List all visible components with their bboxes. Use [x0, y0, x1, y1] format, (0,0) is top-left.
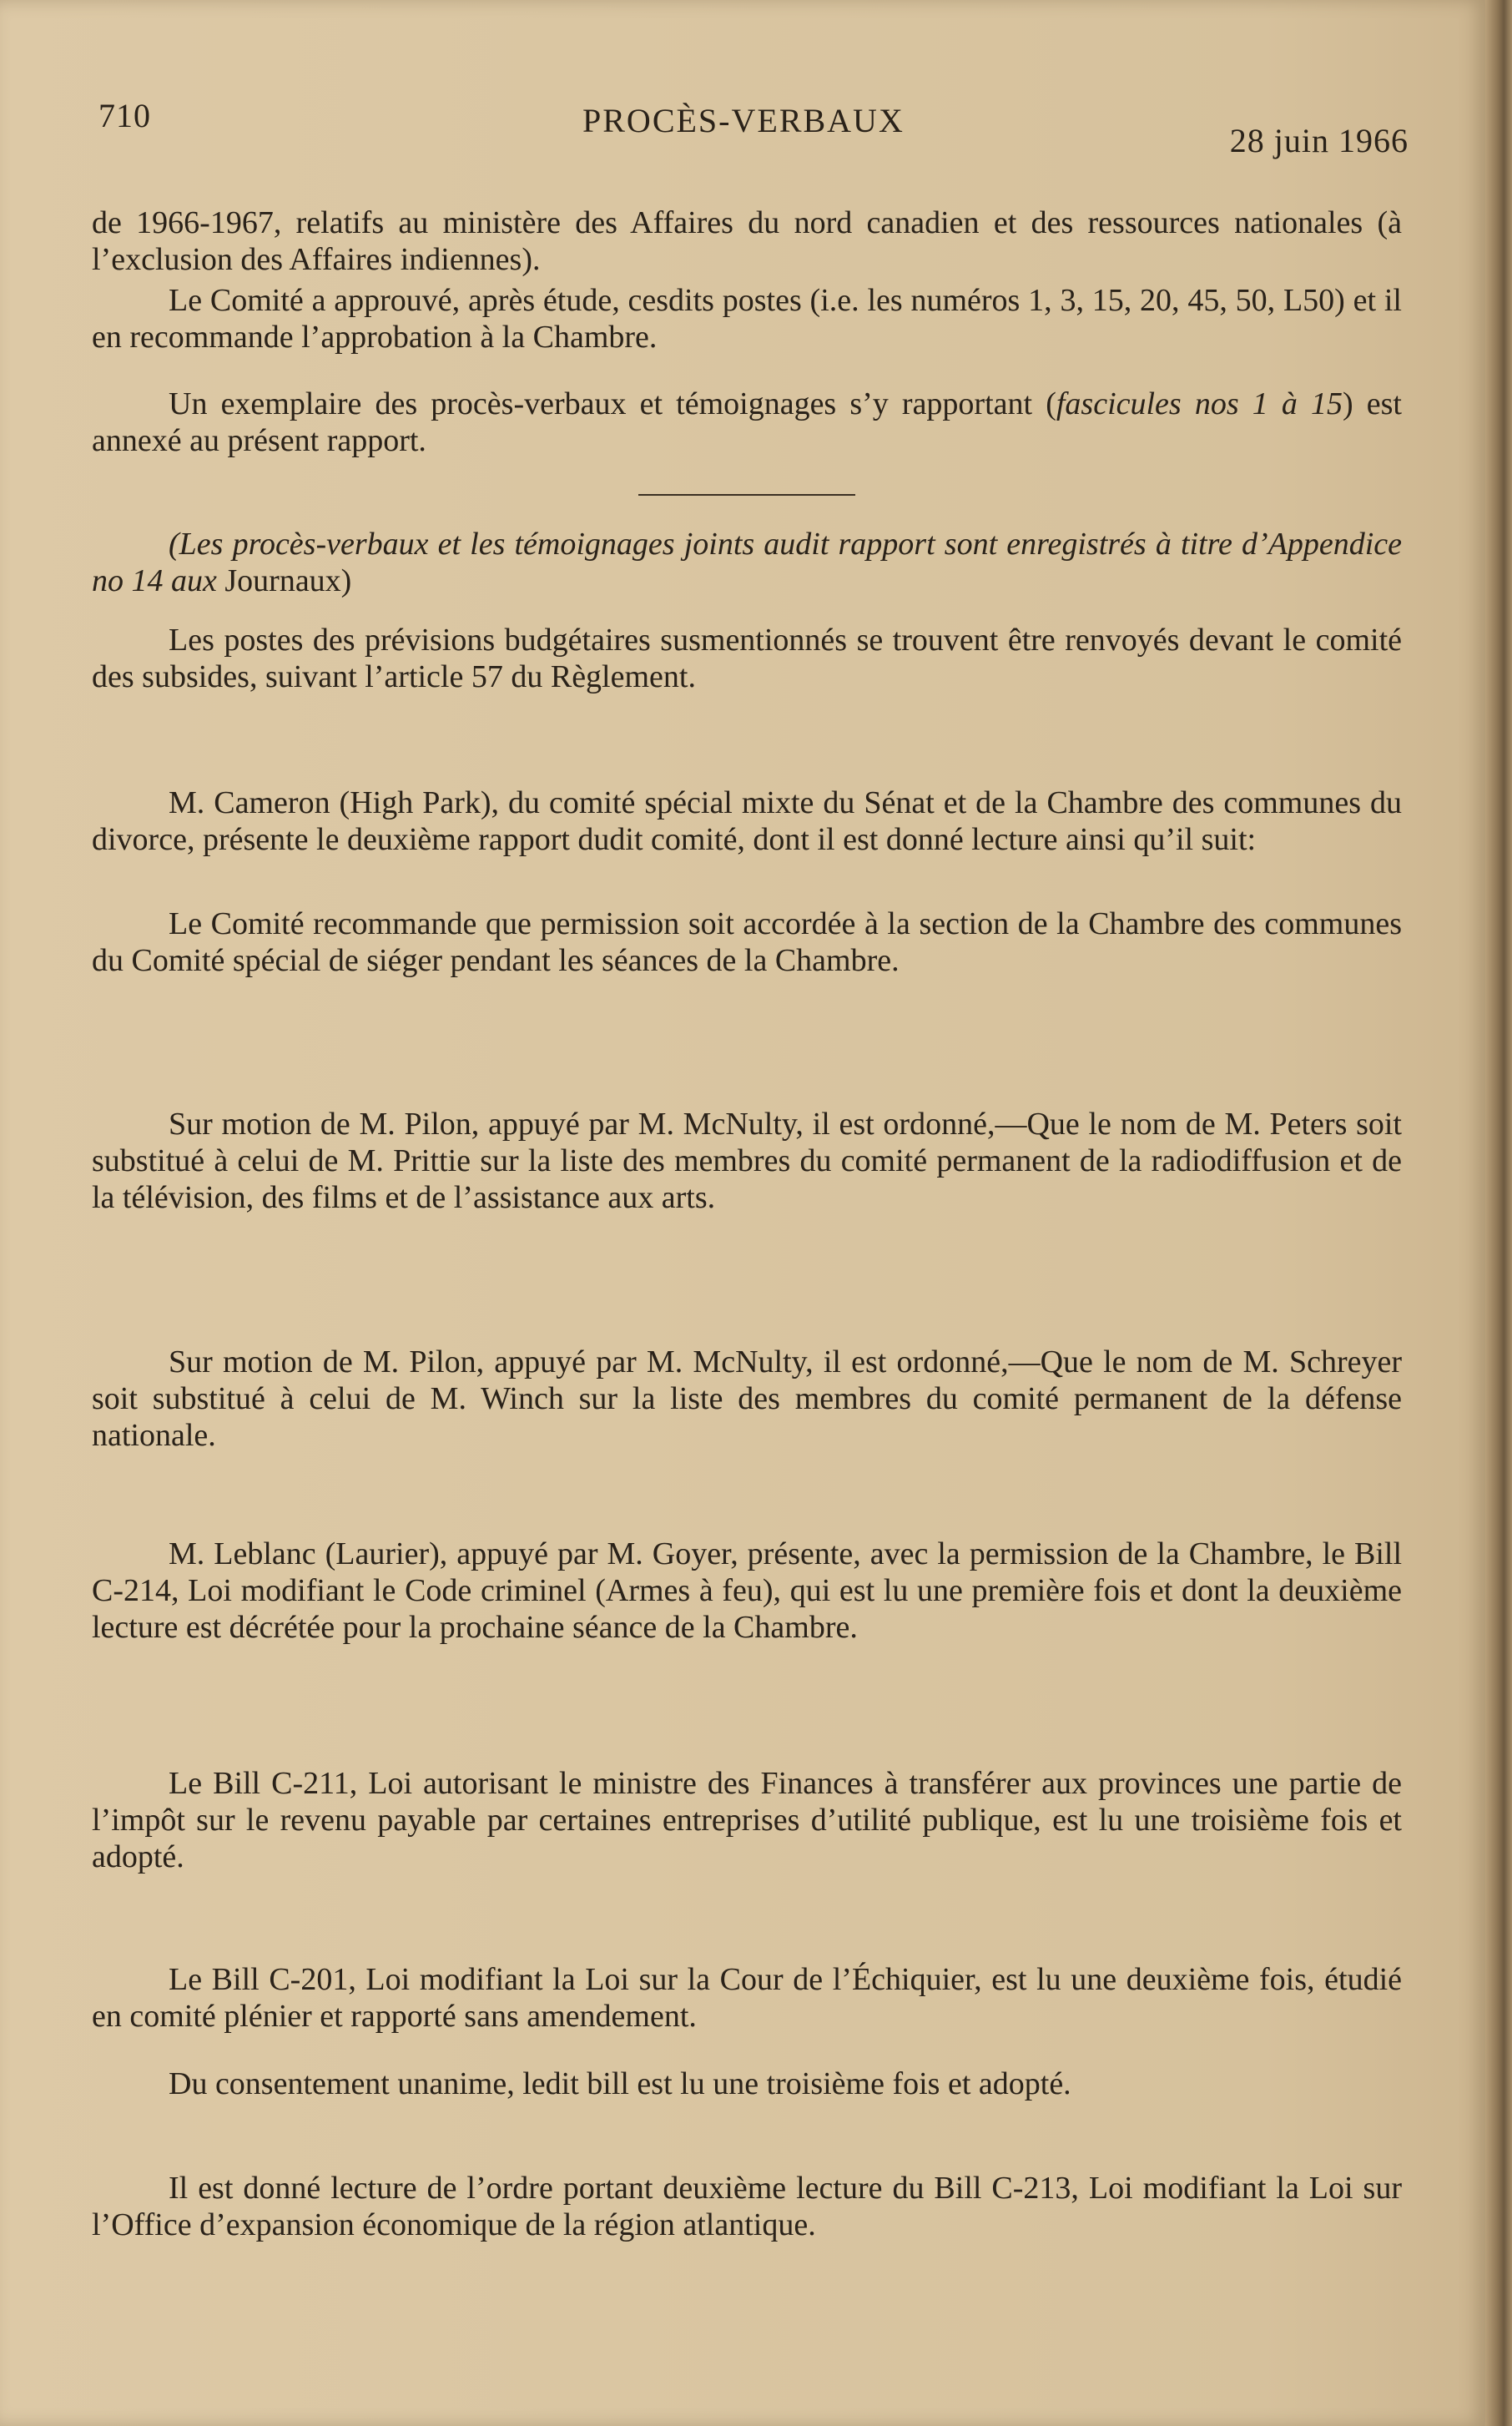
- paragraph-divorce-committee-report: M. Cameron (High Park), du comité spécial mixte du Sénat et de la Chambre des communes du divorce, présente le deuxième rapport dudit comité, dont il est donné lecture ainsi qu’il suit:: [92, 785, 1402, 857]
- paragraph-estimates-referred: Les postes des prévisions budgétaires susmentionnés se trouvent être renvoyés devant le comité des subsides, suivant l’article 57 du Règlement.: [92, 623, 1402, 694]
- paragraph-bill-c213: Il est donné lecture de l’ordre portant deuxième lecture du Bill C-213, Loi modifiant la Loi sur l’Office d’expansion économique de la région atlantique.: [92, 2171, 1402, 2242]
- header-date: 28 juin 1966: [1229, 122, 1409, 159]
- section-divider: [638, 494, 855, 496]
- page-header: [98, 96, 1409, 159]
- paragraph-copy-annexed-italic: fascicules nos 1 à 15: [1056, 386, 1343, 421]
- paragraph-copy-annexed-start: Un exemplaire des procès-verbaux et témoignages s’y rapportant (: [169, 386, 1056, 421]
- paragraph-appendix-note-italic: (Les procès-verbaux et les témoignages joints audit rapport sont enregistrés à titre d’Appendice no 14 aux: [92, 527, 1402, 598]
- paragraph-bill-c214: M. Leblanc (Laurier), appuyé par M. Goyer, présente, avec la permission de la Chambre, le Bill C-214, Loi modifiant le Code criminel (Armes à feu), qui est lu une première fois et dont la deuxième lecture est décrétée pour la prochaine séance de la Chambre.: [92, 1536, 1402, 1645]
- paragraph-estimates-continuation: de 1966-1967, relatifs au ministère des Affaires du nord canadien et des ressources nationales (à l’exclusion des Affaires indiennes).: [92, 205, 1402, 277]
- paragraph-bill-c201: Le Bill C-201, Loi modifiant la Loi sur la Cour de l’Échiquier, est lu une deuxième fois, étudié en comité plénier et rapporté sans amendement.: [92, 1962, 1402, 2034]
- paragraph-motion-peters: Sur motion de M. Pilon, appuyé par M. McNulty, il est ordonné,—Que le nom de M. Peters soit substitué à celui de M. Prittie sur la liste des membres du comité permanent de la radiodiffusion et de la télévision, des films et de l’assistance aux arts.: [92, 1107, 1402, 1215]
- paragraph-copy-annexed: [92, 386, 1402, 459]
- paragraph-copy-annexed-end: ) est annexé au présent rapport.: [92, 386, 1402, 458]
- page-number: 710: [98, 97, 151, 134]
- paragraph-committee-approval: Le Comité a approuvé, après étude, cesdits postes (i.e. les numéros 1, 3, 15, 20, 45, 50, L50) et il en recommande l’approbation à la Chambre.: [92, 283, 1402, 355]
- book-spine-shadow: [1485, 0, 1512, 2426]
- paragraph-committee-recommendation: Le Comité recommande que permission soit accordée à la section de la Chambre des communes du Comité spécial de siéger pendant les séances de la Chambre.: [92, 906, 1402, 978]
- paragraph-bill-c211: Le Bill C-211, Loi autorisant le ministre des Finances à transférer aux provinces une partie de l’impôt sur le revenu payable par certaines entreprises d’utilité publique, est lu une troisième fois et adopté.: [92, 1766, 1402, 1874]
- paragraph-appendix-note-end: Journaux): [216, 563, 352, 598]
- paragraph-unanimous-consent: Du consentement unanime, ledit bill est lu une troisième fois et adopté.: [169, 2066, 1071, 2101]
- paragraph-appendix-note: [92, 526, 1402, 599]
- running-title: PROCÈS-VERBAUX: [582, 102, 905, 139]
- paragraph-motion-schreyer: Sur motion de M. Pilon, appuyé par M. McNulty, il est ordonné,—Que le nom de M. Schreyer soit substitué à celui de M. Winch sur la liste des membres du comité permanent de la défense nationale.: [92, 1344, 1402, 1453]
